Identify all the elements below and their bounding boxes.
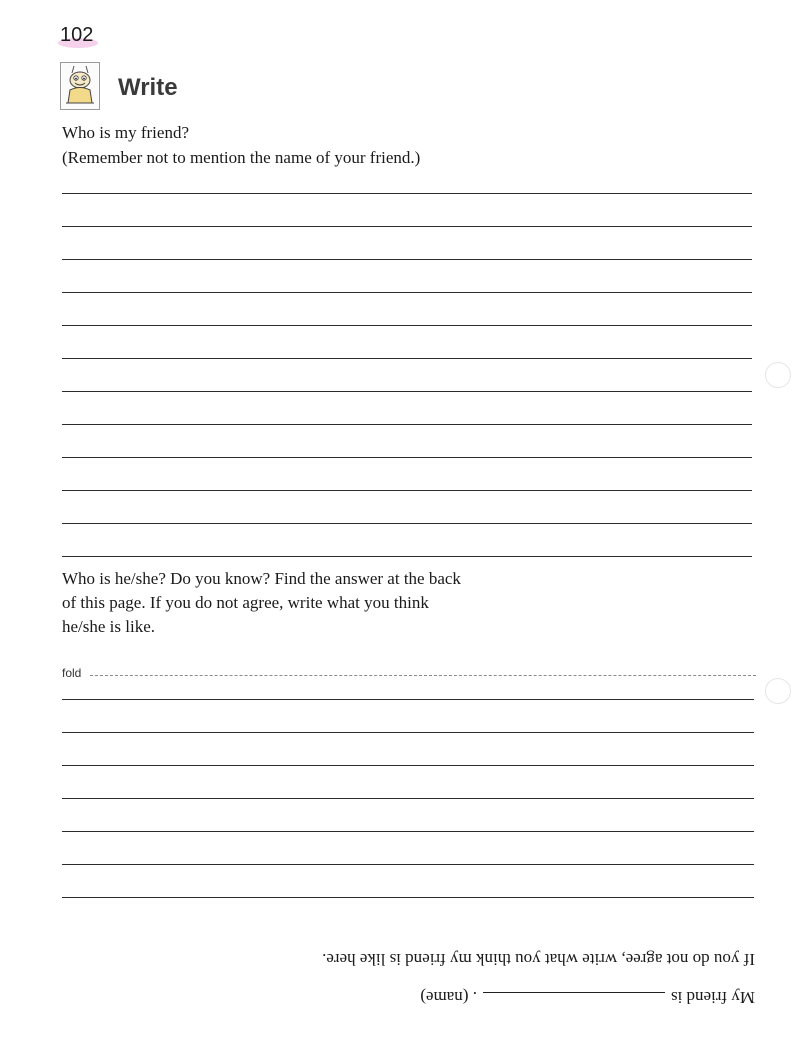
writing-line[interactable] — [62, 765, 754, 766]
writing-line[interactable] — [62, 798, 754, 799]
fold-label: fold — [62, 666, 82, 680]
writing-line[interactable] — [62, 325, 752, 326]
punch-hole — [765, 678, 791, 704]
friend-name-line — [420, 987, 755, 1007]
writing-line[interactable] — [62, 457, 752, 458]
question-2 — [62, 567, 582, 639]
writing-line[interactable] — [62, 259, 752, 260]
page-number: 102 — [60, 24, 94, 46]
question-1-line-2: (Remember not to mention the name of your friend.) — [62, 148, 421, 167]
question-2-line-2: of this page. If you do not agree, write what you think — [62, 593, 429, 612]
question-2-line-3: he/she is like. — [62, 617, 156, 636]
writing-line[interactable] — [62, 897, 754, 898]
writing-line[interactable] — [62, 523, 752, 524]
question-1-line-1: Who is my friend? — [62, 123, 189, 142]
fold-dashed-line — [90, 675, 756, 676]
writing-line[interactable] — [62, 556, 752, 557]
writing-line[interactable] — [62, 864, 754, 865]
writing-line[interactable] — [62, 358, 752, 359]
question-1 — [62, 120, 420, 170]
punch-hole — [765, 362, 791, 388]
writing-line[interactable] — [62, 490, 752, 491]
writing-line[interactable] — [62, 699, 754, 700]
writing-line[interactable] — [62, 226, 752, 227]
writing-line[interactable] — [62, 193, 752, 194]
cartoon-character-icon — [60, 62, 100, 110]
writing-line[interactable] — [62, 391, 752, 392]
writing-line[interactable] — [62, 292, 752, 293]
upside-down-instruction: If you do not agree, write what you think my friend is like here. — [322, 950, 755, 969]
friend-suffix: . (name) — [420, 988, 477, 1007]
writing-line[interactable] — [62, 424, 752, 425]
friend-name-blank[interactable] — [483, 992, 665, 993]
friend-prefix: My friend is — [670, 988, 755, 1007]
section-title: Write — [118, 74, 178, 101]
question-2-line-1: Who is he/she? Do you know? Find the answer at the back — [62, 569, 461, 588]
writing-line[interactable] — [62, 732, 754, 733]
writing-line[interactable] — [62, 831, 754, 832]
fold-line-row — [62, 666, 756, 682]
